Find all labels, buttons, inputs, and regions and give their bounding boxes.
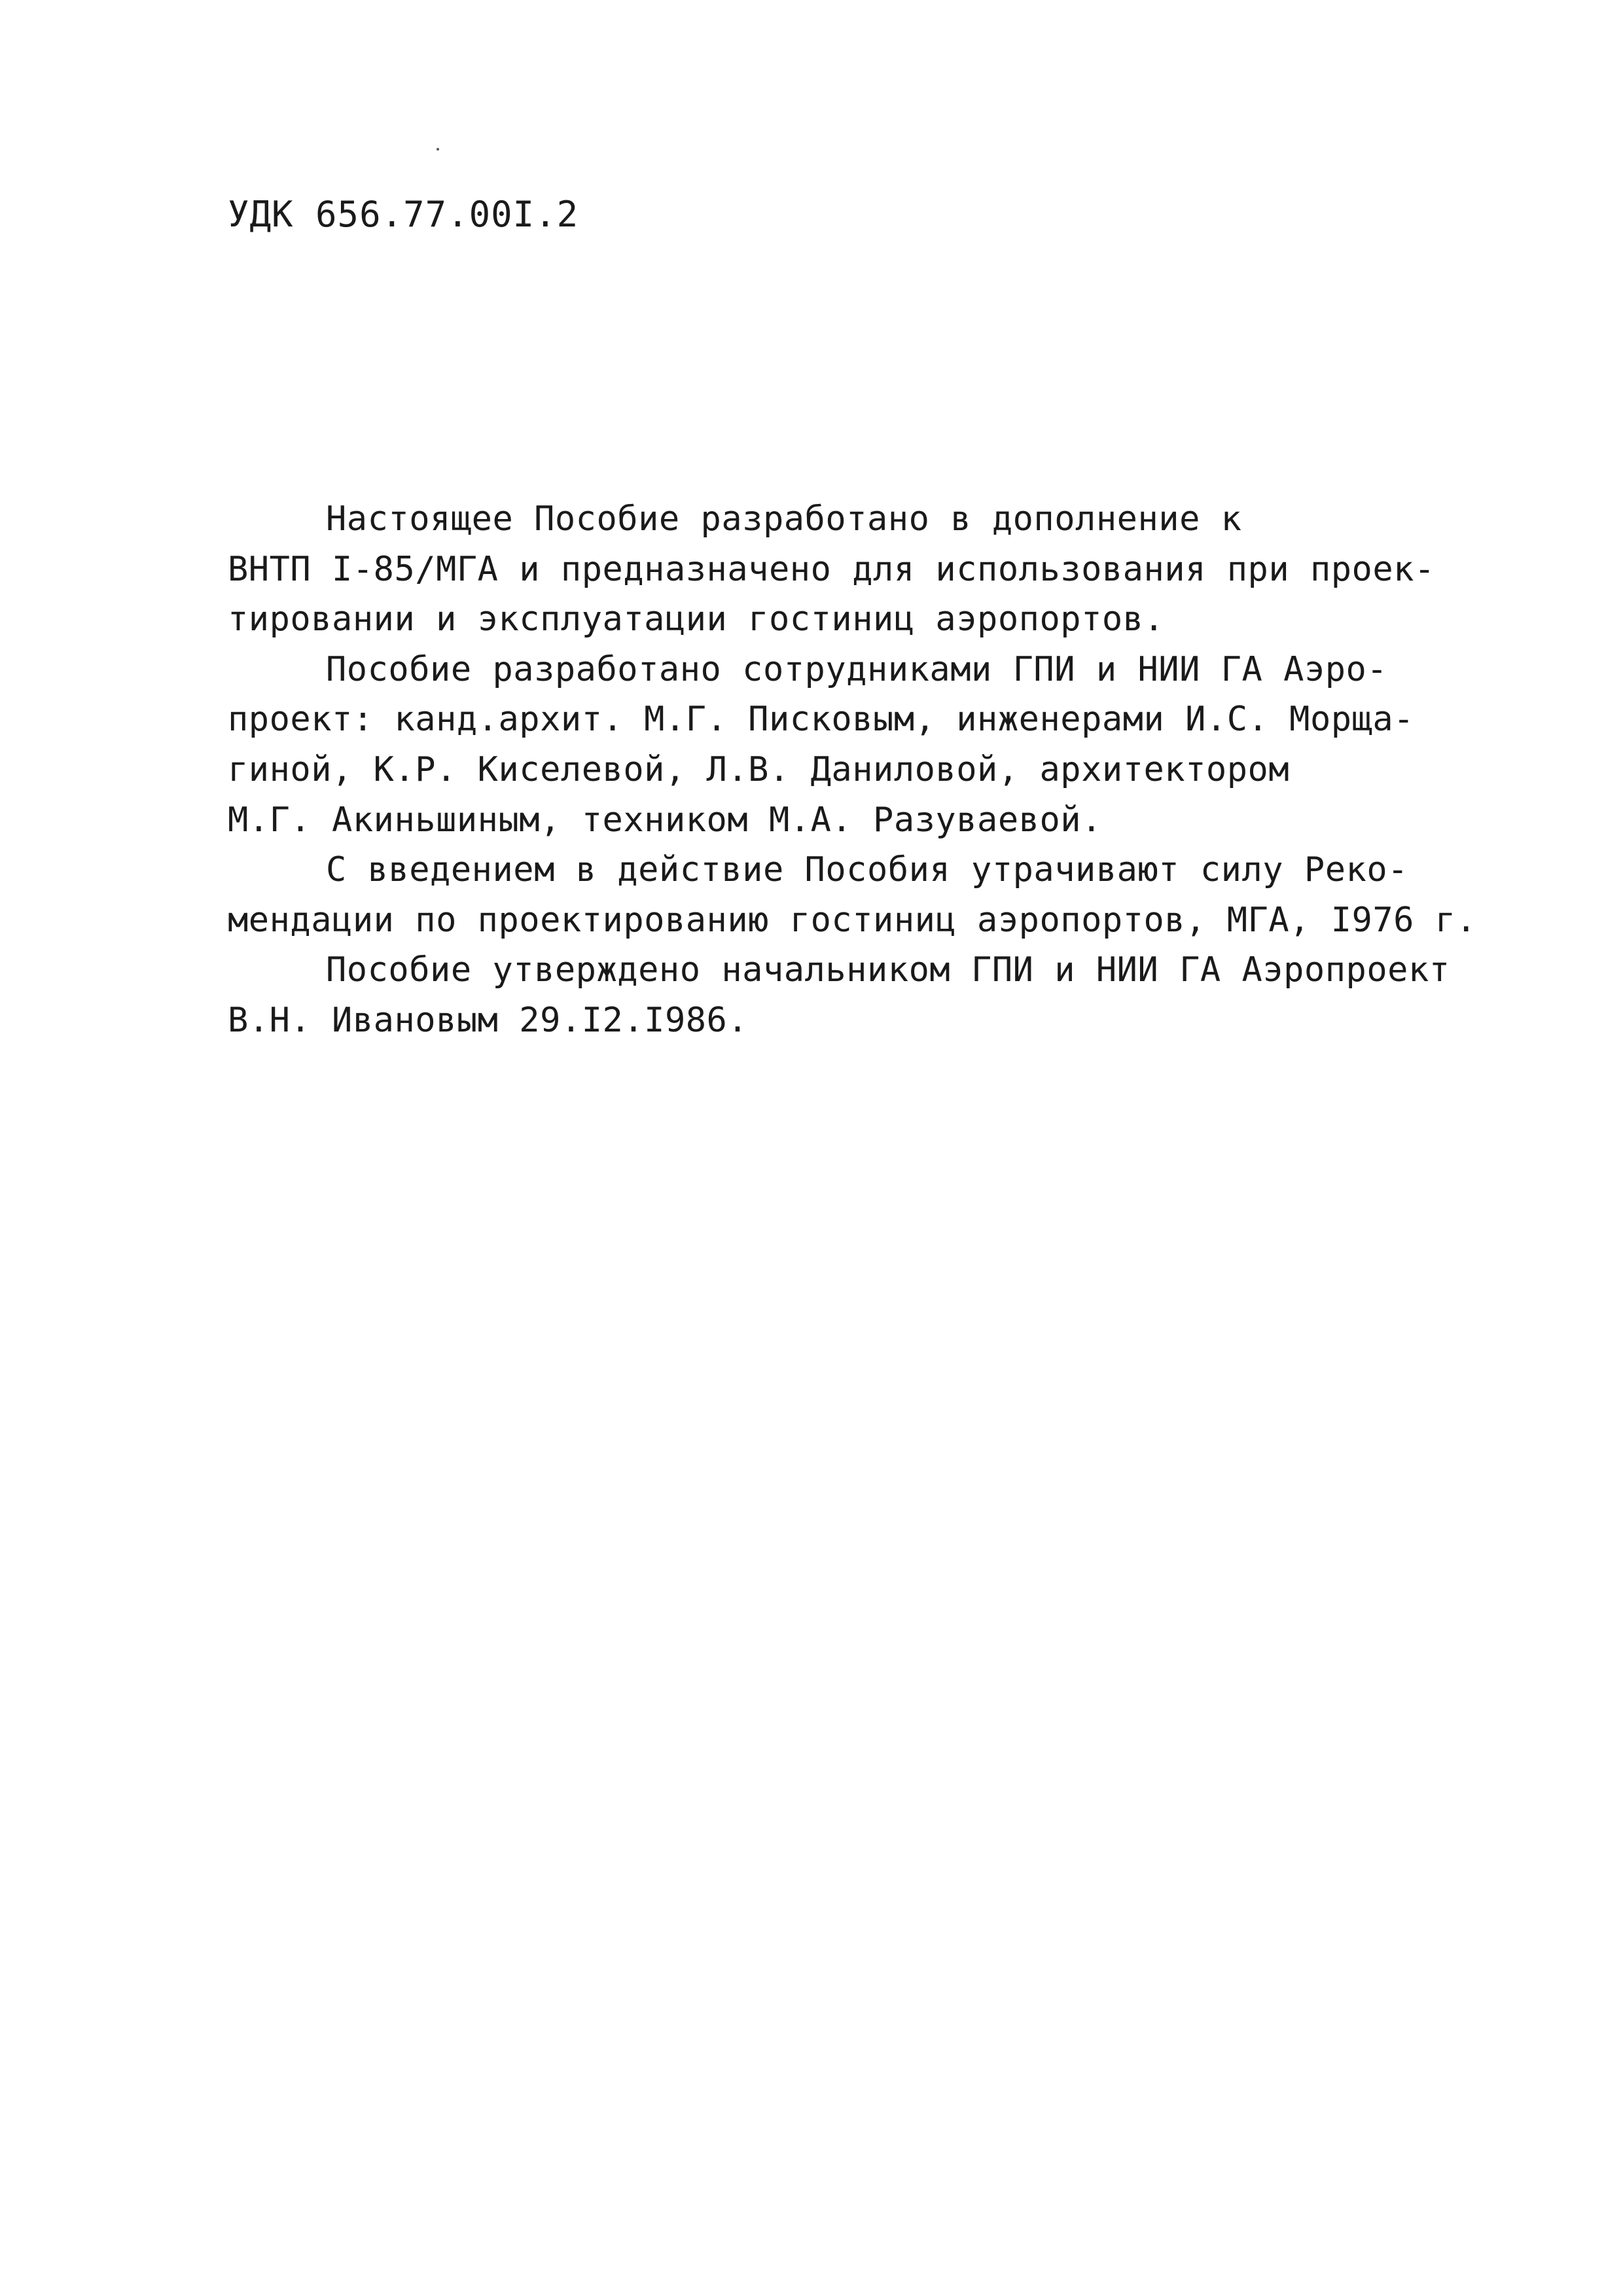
text-line: тировании и эксплуатации гостиниц аэропортов. [228,600,1165,639]
text-line: Пособие разработано сотрудниками ГПИ и НИИ ГА Аэро- [326,649,1388,689]
text-line: Настоящее Пособие разработано в дополнение к [326,499,1242,539]
text-line: Пособие утверждено начальником ГПИ и НИИ ГА Аэропроект [326,950,1450,990]
scan-speck [437,148,439,151]
text-line: М.Г. Акиньшиным, техником М.А. Разуваевой. [228,800,1102,840]
text-line: В.Н. Ивановым 29.I2.I986. [228,1000,749,1040]
text-line: проект: канд.архит. М.Г. Писковым, инженерами И.С. Морща- [228,700,1414,740]
udk-classification: УДК 656.77.00I.2 [228,194,579,235]
text-line: С введением в действие Пособия утрачивают силу Реко- [326,850,1408,890]
text-line: мендации по проектированию гостиниц аэропортов, МГА, I976 г. [228,900,1477,940]
preface-text [228,494,1477,1046]
text-line: гиной, К.Р. Киселевой, Л.В. Даниловой, архитектором [228,749,1290,789]
text-line: ВНТП I-85/МГА и предназначено для использования при проек- [228,549,1435,589]
